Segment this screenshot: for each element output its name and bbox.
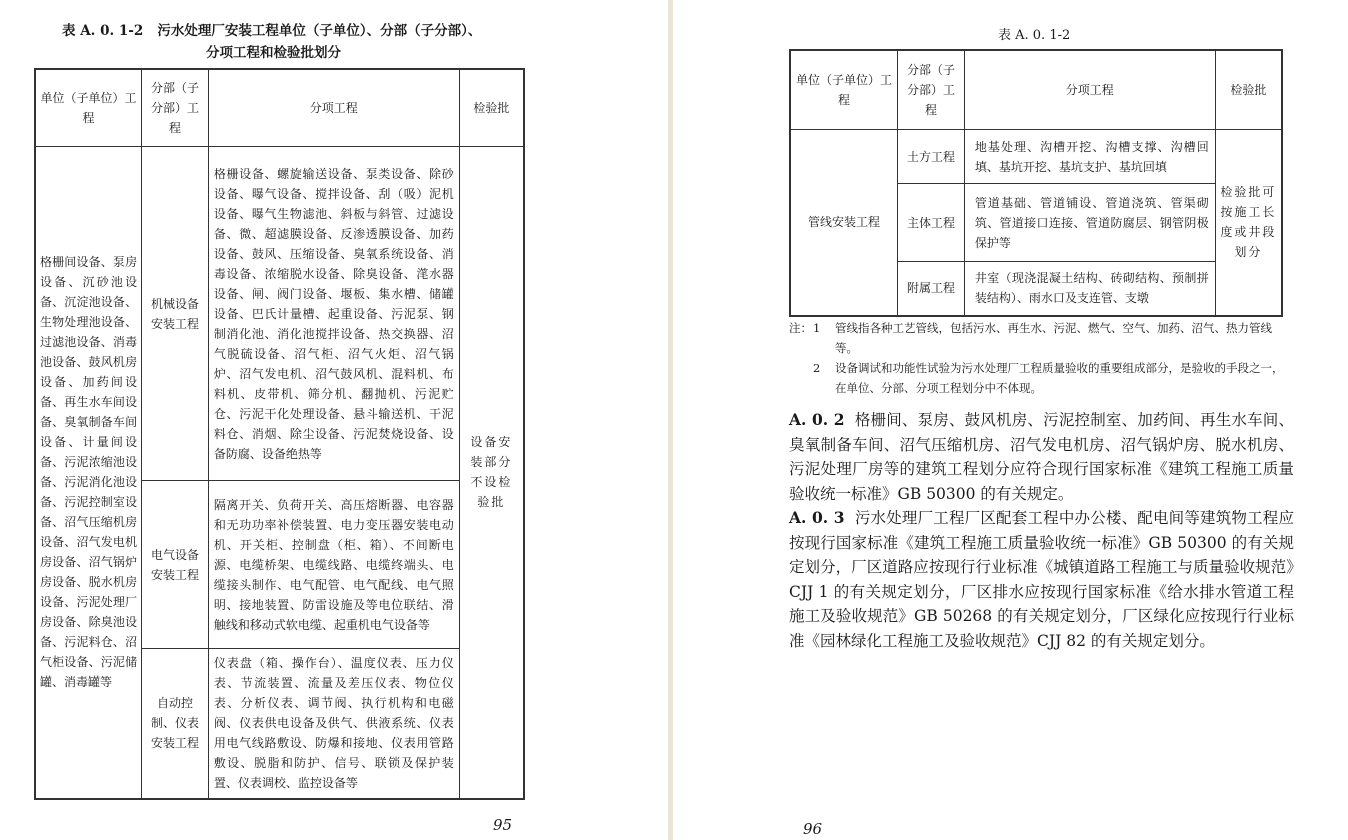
header-unit: 单位（子单位）工程	[790, 50, 898, 130]
note-text: 管线指各种工艺管线，包括污水、再生水、污泥、燃气、空气、加药、沼气、热力管线等。	[835, 321, 1272, 355]
clause-paragraph	[789, 408, 1294, 506]
notes-label: 注：	[789, 321, 812, 335]
header-inspection: 检验批	[1215, 50, 1282, 130]
division-table-left	[34, 68, 525, 800]
clause-number: A. 0. 2	[789, 410, 845, 429]
items-cell: 地基处理、沟槽开挖、沟槽支撑、沟槽回填、基坑开挖、基坑支护、基坑回填	[964, 130, 1215, 184]
note-item	[789, 318, 1289, 358]
table-title	[62, 20, 481, 64]
table-row	[35, 147, 524, 481]
left-page	[0, 0, 668, 840]
table-label: 表 A. 0. 1-2	[62, 23, 144, 39]
clause-paragraph	[789, 506, 1294, 653]
note-text: 设备调试和功能性试验为污水处理厂工程质量验收的重要组成部分，是验收的手段之一，在单位、分部、分项工程划分中不体现。	[835, 361, 1284, 395]
body-text	[789, 408, 1294, 653]
table-title-line1: 污水处理厂安装工程单位（子单位）、分部（子分部）、	[157, 23, 482, 39]
inspection-cell: 检验批可按施工长度或井段划分	[1215, 130, 1282, 316]
page-number-left: 95	[493, 816, 513, 834]
unit-cell: 管线安装工程	[790, 130, 898, 316]
clause-text: 格栅间、泵房、鼓风机房、污泥控制室、加药间、再生水车间、臭氧制备车间、沼气压缩机房、沼气发电机房、沼气锅炉房、脱水机房、污泥处理厂房等的建筑工程划分应符合现行国家标准《建筑工程施工质量验收统一标准》GB 50300 的有关规定。	[789, 411, 1295, 503]
right-page	[673, 0, 1348, 840]
table-header-row	[790, 50, 1282, 130]
header-division: 分部（子分部）工程	[898, 50, 965, 130]
division-cell: 电气设备安装工程	[142, 481, 209, 649]
clause-text: 污水处理厂工程厂区配套工程中办公楼、配电间等建筑物工程应按现行国家标准《建筑工程施工质量验收统一标准》GB 50300 的有关规定划分，厂区道路应按现行行业标准《城镇道路工程施工与质量验收规范》CJJ 1 的有关规定划分，厂区排水应按现行国家标准《给水排水管道工程施工及验收规范》GB 50268 的有关规定划分，厂区绿化应按现行行业标准《园林绿化工程施工及验收规范》CJJ 82 的有关规定划分。	[789, 509, 1295, 650]
unit-cell: 格栅间设备、泵房设备、沉砂池设备、沉淀池设备、生物处理池设备、过滤池设备、消毒池设备、鼓风机房设备、加药间设备、再生水车间设备、臭氧制备车间设备、计量间设备、污泥浓缩池设备、污泥消化池设备、污泥控制室设备、沼气压缩机房设备、沼气发电机房设备、沼气锅炉房设备、脱水机房设备、污泥处理厂房设备、除臭池设备、污泥料仓、沼气柜设备、污泥储罐、消毒罐等	[35, 147, 142, 799]
header-inspection: 检验批	[459, 69, 524, 147]
table-title-line2: 分项工程和检验批划分	[206, 45, 341, 61]
items-cell: 隔离开关、负荷开关、高压熔断器、电容器和无功功率补偿装置、电力变压器安装电动机、开关柜、控制盘（柜、箱）、不间断电源、电缆桥架、电缆线路、电缆终端头、电缆接头制作、电气配管、电气配线、电气照明、接地装置、防雷设施及等电位联结、滑触线和移动式软电缆、起重机电气设备等	[208, 481, 459, 649]
division-cell: 土方工程	[898, 130, 965, 184]
note-number: 1	[813, 321, 821, 335]
inspection-cell: 设备安装部分不设检验批	[459, 147, 524, 799]
table-notes	[789, 318, 1289, 398]
items-cell: 井室（现浇混凝土结构、砖砌结构、预制拼装结构）、雨水口及支连管、支墩	[964, 262, 1215, 316]
header-division: 分部（子分部）工程	[142, 69, 209, 147]
note-item	[789, 358, 1289, 398]
division-cell: 自动控制、仪表安装工程	[142, 649, 209, 799]
header-items: 分项工程	[964, 50, 1215, 130]
items-cell: 格栅设备、螺旋输送设备、泵类设备、除砂设备、曝气设备、搅拌设备、刮（吸）泥机设备、曝气生物滤池、斜板与斜管、过滤设备、微、超滤膜设备、反渗透膜设备、加药设备、鼓风、压缩设备、臭氧系统设备、消毒设备、浓缩脱水设备、除臭设备、滗水器设备、闸、阀门设备、堰板、集水槽、储罐设备、巴氏计量槽、起重设备、污泥泵、钢制消化池、消化池搅拌设备、热交换器、沼气脱硫设备、沼气柜、沼气火炬、沼气锅炉、沼气发电机、沼气鼓风机、混料机、布料机、皮带机、筛分机、翻抛机、污泥贮仓、污泥干化处理设备、悬斗输送机、干泥料仓、消烟、除尘设备、污泥焚烧设备、设备防腐、设备绝热等	[208, 147, 459, 481]
items-cell: 仪表盘（箱、操作台）、温度仪表、压力仪表、节流装置、流量及差压仪表、物位仪表、分析仪表、调节阀、执行机构和电磁阀、仪表供电设备及供气、供液系统、仪表用电气线路敷设、防爆和接地、仪表用管路敷设、脱脂和防护、信号、联锁及保护装置、仪表调校、监控设备等	[208, 649, 459, 799]
table-caption: 表 A. 0. 1-2	[998, 28, 1071, 43]
division-cell: 主体工程	[898, 184, 965, 262]
division-cell: 附属工程	[898, 262, 965, 316]
page-number-right: 96	[803, 820, 823, 838]
table-row	[790, 130, 1282, 184]
header-unit: 单位（子单位）工程	[35, 69, 142, 147]
division-cell: 机械设备安装工程	[142, 147, 209, 481]
clause-number: A. 0. 3	[789, 508, 845, 527]
note-number: 2	[813, 361, 821, 375]
table-header-row	[35, 69, 524, 147]
header-items: 分项工程	[208, 69, 459, 147]
division-table-right	[789, 49, 1283, 317]
items-cell: 管道基础、管道铺设、管道浇筑、管渠砌筑、管道接口连接、管道防腐层、钢管阴极保护等	[964, 184, 1215, 262]
